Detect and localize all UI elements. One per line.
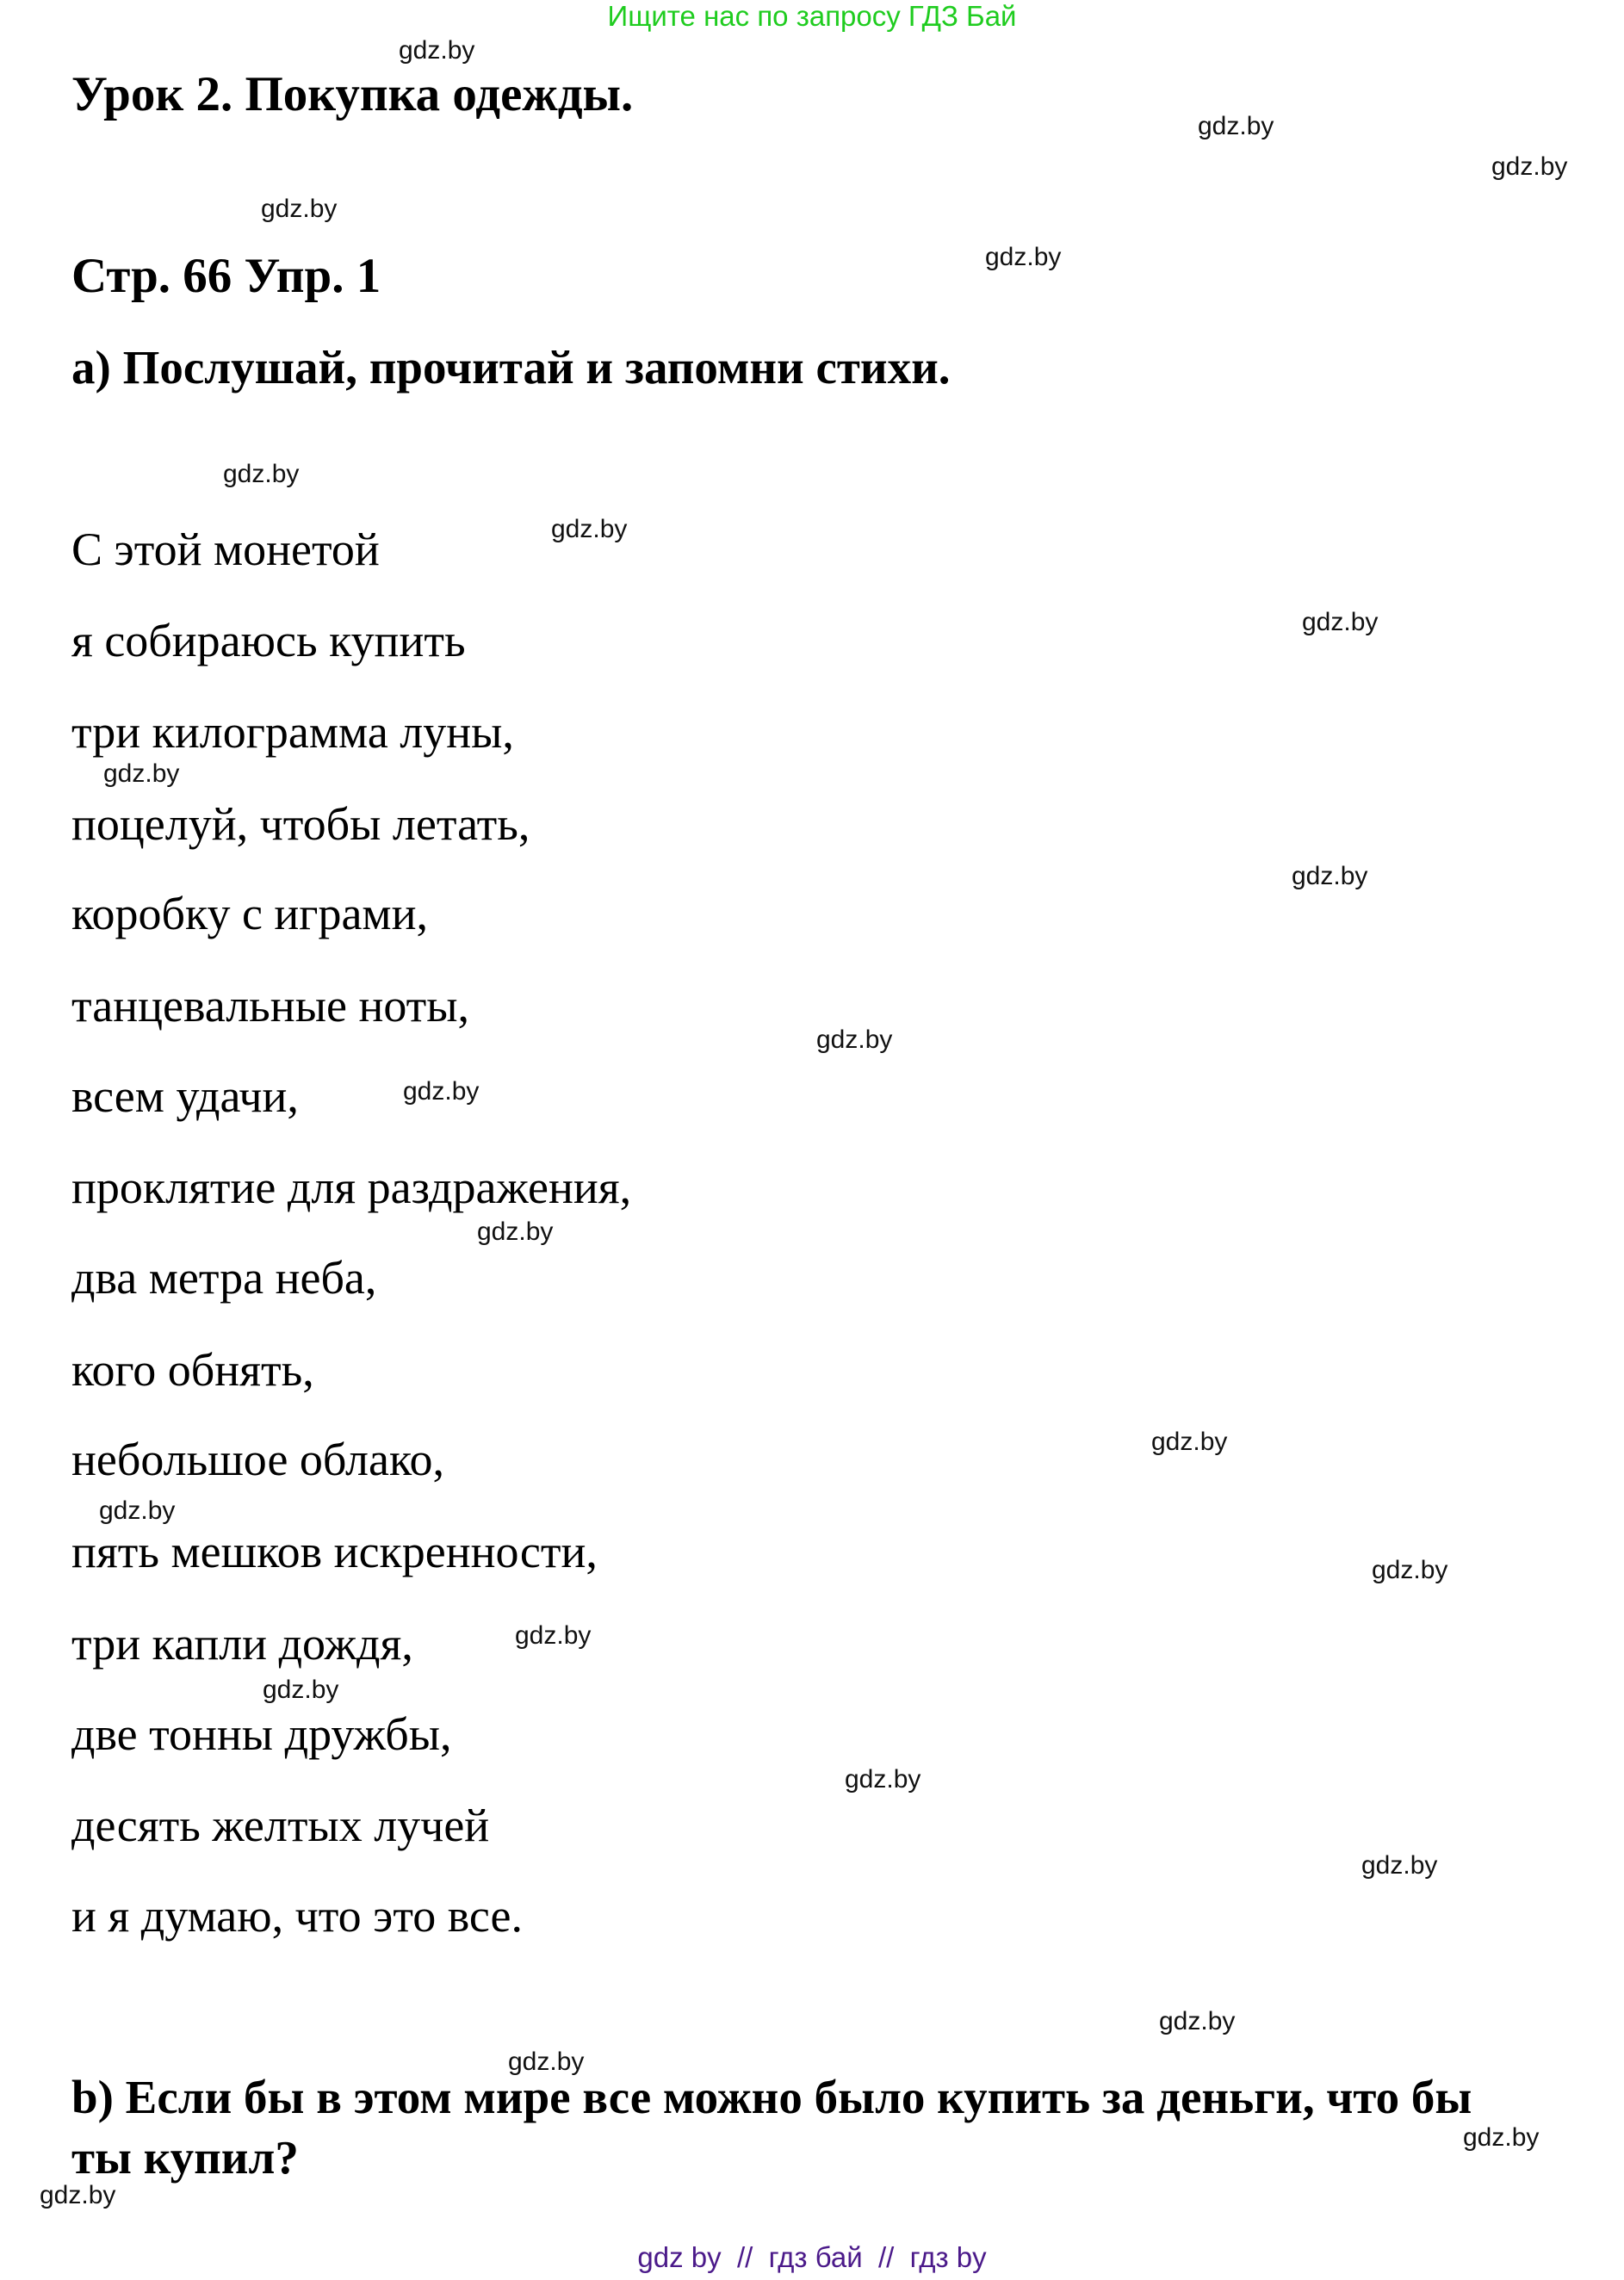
watermark: gdz.by <box>477 1217 554 1246</box>
poem-line: поцелуй, чтобы летать, <box>71 798 530 850</box>
poem-line: десять желтых лучей <box>71 1800 490 1851</box>
poem-line: всем удачи, <box>71 1070 299 1122</box>
watermark: gdz.by <box>403 1077 480 1106</box>
watermark: gdz.by <box>263 1676 339 1704</box>
watermark: gdz.by <box>399 36 475 65</box>
watermark: gdz.by <box>99 1496 176 1525</box>
watermark: gdz.by <box>1491 152 1568 181</box>
watermark: gdz.by <box>845 1765 921 1794</box>
poem-line: две тонны дружбы, <box>71 1708 452 1760</box>
watermark: gdz.by <box>1463 2123 1540 2152</box>
poem-line: С этой монетой <box>71 524 380 575</box>
watermark: gdz.by <box>261 195 338 223</box>
lesson-title: Урок 2. Покупка одежды. <box>71 67 634 121</box>
task-b-heading-line2: ты купил? <box>71 2131 299 2184</box>
poem-line: три килограмма луны, <box>71 706 514 758</box>
watermark: gdz.by <box>40 2181 116 2209</box>
watermark: gdz.by <box>1302 608 1379 636</box>
watermark: gdz.by <box>1198 112 1274 140</box>
poem-line: пять мешков искренности, <box>71 1526 598 1577</box>
poem-line: проклятие для раздражения, <box>71 1162 632 1213</box>
poem-line: три капли дождя, <box>71 1618 413 1670</box>
watermark: gdz.by <box>508 2048 585 2076</box>
task-a-heading: а) Послушай, прочитай и запомни стихи. <box>71 341 951 393</box>
watermark: gdz.by <box>515 1621 592 1650</box>
poem-line: два метра неба, <box>71 1252 377 1304</box>
exercise-title: Стр. 66 Упр. 1 <box>71 249 381 303</box>
watermark: gdz.by <box>1151 1428 1228 1456</box>
watermark: gdz.by <box>223 460 300 488</box>
watermark: gdz.by <box>1292 862 1368 890</box>
watermark: gdz.by <box>551 515 628 543</box>
poem-line: коробку с играми, <box>71 888 428 939</box>
watermark: gdz.by <box>1159 2007 1236 2035</box>
footer-links[interactable]: gdz by // гдз бай // гдз by <box>637 2241 987 2273</box>
poem-line: и я думаю, что это все. <box>71 1890 523 1942</box>
task-b-heading-line1: b) Если бы в этом мире все можно было купить за деньги, что бы <box>71 2071 1472 2123</box>
poem-line: кого обнять, <box>71 1344 314 1396</box>
poem-line: танцевальные ноты, <box>71 980 470 1032</box>
watermark: gdz.by <box>103 759 180 788</box>
watermark: gdz.by <box>1361 1851 1438 1880</box>
watermark: gdz.by <box>816 1025 893 1054</box>
poem-line: я собираюсь купить <box>71 615 466 666</box>
search-banner[interactable]: Ищите нас по запросу ГДЗ Бай <box>607 0 1017 32</box>
poem-line: небольшое облако, <box>71 1434 444 1485</box>
watermark: gdz.by <box>985 243 1062 271</box>
watermark: gdz.by <box>1372 1556 1448 1584</box>
